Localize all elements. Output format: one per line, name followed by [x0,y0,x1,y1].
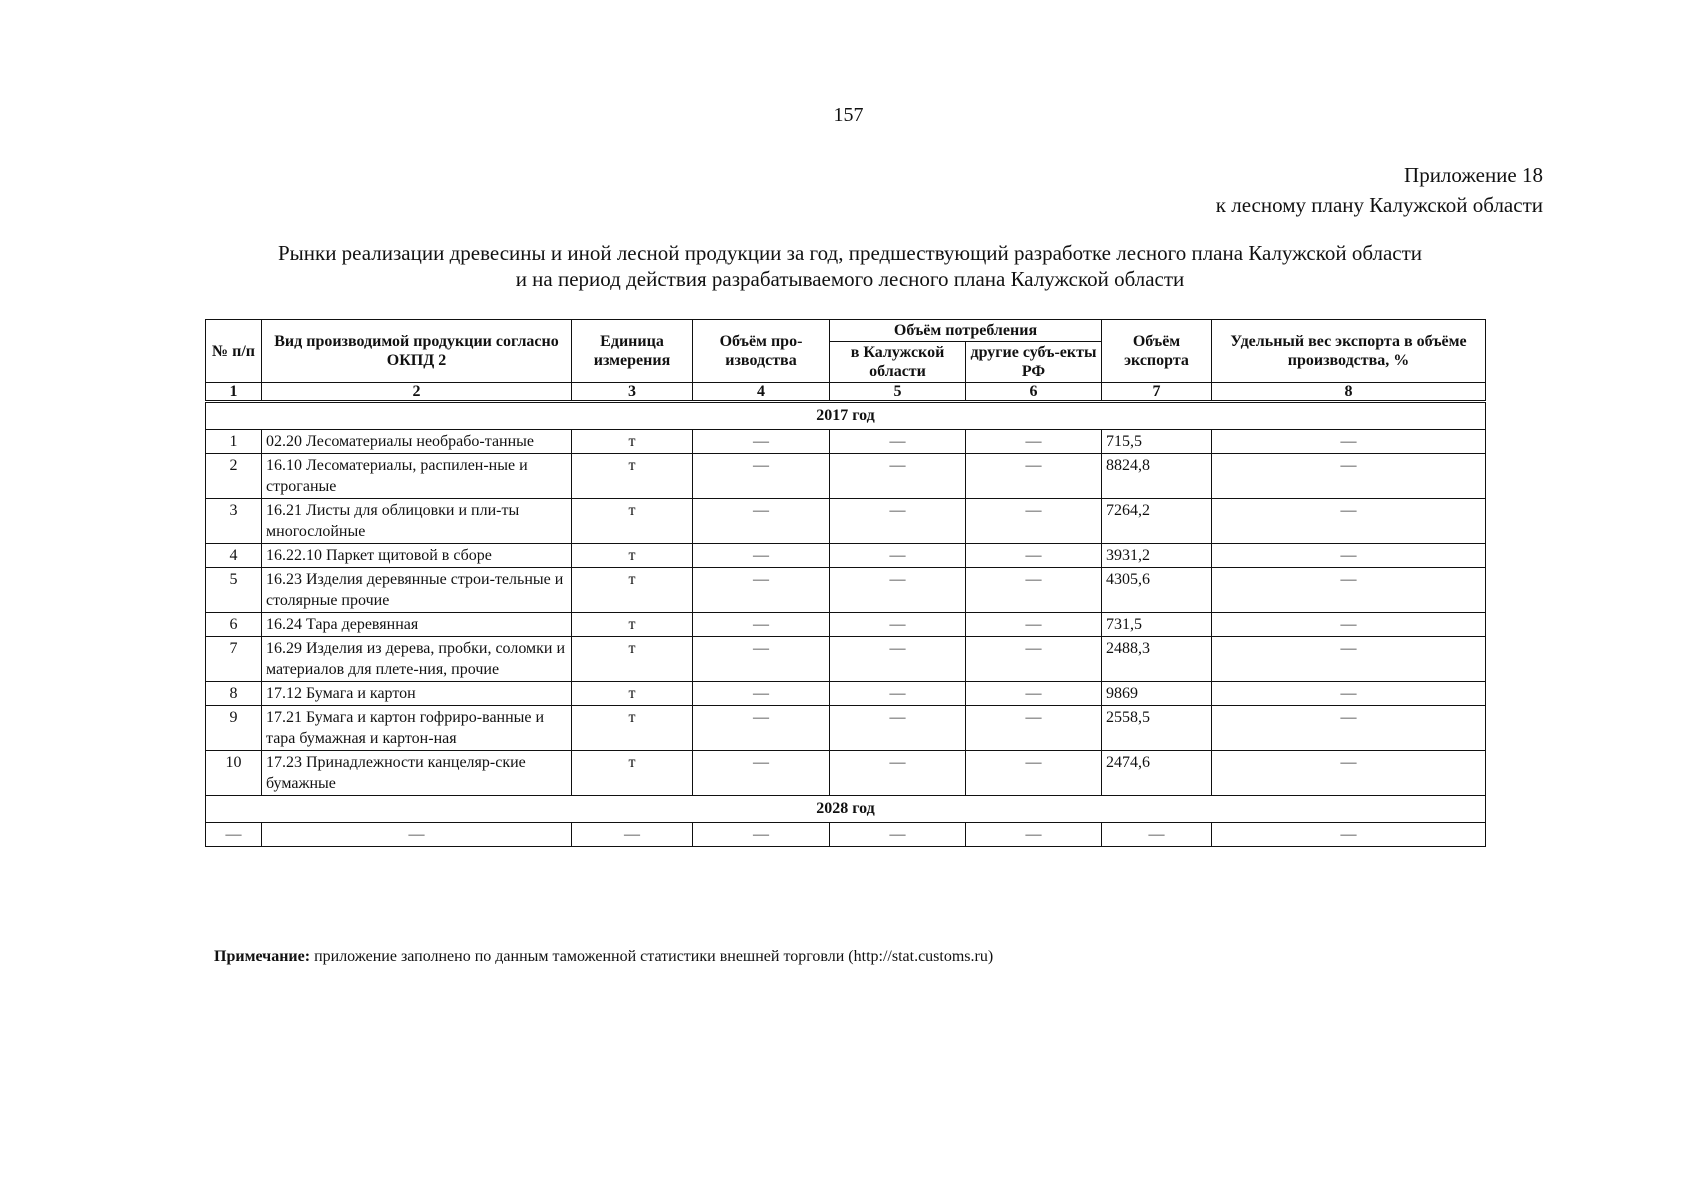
consumption-other-cell: — [966,568,1102,613]
header-consumption-region: в Калужской области [830,342,966,383]
forest-products-table [205,319,1486,847]
table-row [206,706,1486,751]
consumption-region-cell: — [830,499,966,544]
unit-cell: т [572,544,693,568]
row-number: 8 [206,682,262,706]
unit-cell: т [572,454,693,499]
table-row [206,544,1486,568]
export-cell: 715,5 [1102,430,1212,454]
export-cell: 2488,3 [1102,637,1212,682]
product-name: 17.12 Бумага и картон [262,682,572,706]
consumption-other-cell: — [966,706,1102,751]
export-share-cell: — [1212,544,1486,568]
production-cell: — [693,751,830,796]
table-body [206,383,1486,847]
production-cell: — [693,706,830,751]
appendix-line-2: к лесному плану Калужской области [1215,193,1543,217]
export-share-cell: — [1212,454,1486,499]
appendix-line-1: Приложение 18 [1404,163,1543,187]
export-share-cell: — [1212,637,1486,682]
production-cell: — [693,682,830,706]
column-number: 4 [693,383,830,402]
production-cell: — [693,637,830,682]
header-consumption-other: другие субъ-екты РФ [966,342,1102,383]
column-number: 8 [1212,383,1486,402]
header-export-share: Удельный вес экспорта в объёме производства, % [1212,320,1486,383]
year-label-2028: 2028 год [206,796,1486,823]
production-cell: — [693,544,830,568]
export-share-cell: — [1212,430,1486,454]
table-row [206,568,1486,613]
year-row-2028 [206,796,1486,823]
product-name: 02.20 Лесоматериалы необрабо-танные [262,430,572,454]
consumption-other-cell: — [966,637,1102,682]
unit-cell: т [572,430,693,454]
product-name: 16.21 Листы для облицовки и пли-ты многослойные [262,499,572,544]
export-share-cell: — [1212,568,1486,613]
production-cell: — [693,499,830,544]
row-number: 3 [206,499,262,544]
column-number: 7 [1102,383,1212,402]
export-share-cell: — [1212,613,1486,637]
export-cell: 731,5 [1102,613,1212,637]
empty-cell-2028: — [966,823,1102,847]
table-row [206,499,1486,544]
unit-cell: т [572,613,693,637]
column-number: 6 [966,383,1102,402]
row-number: 9 [206,706,262,751]
header-num: № п/п [206,320,262,383]
row-number: 1 [206,430,262,454]
document-title [150,240,1550,292]
row-number: 5 [206,568,262,613]
row-number: 10 [206,751,262,796]
year-label-2017: 2017 год [206,402,1486,430]
empty-cell-2028: — [1102,823,1212,847]
footnote-label: Примечание: [214,948,311,965]
unit-cell: т [572,568,693,613]
consumption-region-cell: — [830,568,966,613]
table-row [206,751,1486,796]
header-production: Объём про-изводства [693,320,830,383]
consumption-other-cell: — [966,682,1102,706]
consumption-region-cell: — [830,454,966,499]
header-row-1 [206,320,1486,342]
product-name: 17.23 Принадлежности канцеляр-ские бумажные [262,751,572,796]
appendix-heading [1216,160,1543,220]
export-share-cell: — [1212,499,1486,544]
row-number: 2 [206,454,262,499]
row-number: 7 [206,637,262,682]
row-number: 6 [206,613,262,637]
product-name: 16.10 Лесоматериалы, распилен-ные и строганые [262,454,572,499]
export-cell: 3931,2 [1102,544,1212,568]
empty-cell-2028: — [1212,823,1486,847]
header-unit: Единица измерения [572,320,693,383]
consumption-region-cell: — [830,682,966,706]
unit-cell: т [572,706,693,751]
product-name: 16.23 Изделия деревянные строи-тельные и столярные прочие [262,568,572,613]
export-share-cell: — [1212,751,1486,796]
consumption-region-cell: — [830,751,966,796]
product-name: 16.24 Тара деревянная [262,613,572,637]
export-cell: 4305,6 [1102,568,1212,613]
consumption-other-cell: — [966,751,1102,796]
header-consumption: Объём потребления [830,320,1102,342]
consumption-region-cell: — [830,430,966,454]
production-cell: — [693,430,830,454]
footnote-text: приложение заполнено по данным таможенной статистики внешней торговли (http://stat.customs.ru) [310,948,994,965]
export-cell: 2474,6 [1102,751,1212,796]
consumption-region-cell: — [830,637,966,682]
consumption-region-cell: — [830,706,966,751]
column-number: 1 [206,383,262,402]
unit-cell: т [572,499,693,544]
column-number: 3 [572,383,693,402]
consumption-region-cell: — [830,544,966,568]
page-number: 157 [833,104,864,126]
row-number: 4 [206,544,262,568]
unit-cell: т [572,682,693,706]
unit-cell: т [572,751,693,796]
footnote [214,948,993,966]
product-name: 16.22.10 Паркет щитовой в сборе [262,544,572,568]
column-numbers-row [206,383,1486,402]
production-cell: — [693,568,830,613]
table-row [206,430,1486,454]
export-share-cell: — [1212,682,1486,706]
table-row [206,454,1486,499]
consumption-other-cell: — [966,613,1102,637]
column-number: 2 [262,383,572,402]
export-cell: 7264,2 [1102,499,1212,544]
production-cell: — [693,613,830,637]
empty-cell-2028: — [572,823,693,847]
export-cell: 8824,8 [1102,454,1212,499]
export-cell: 9869 [1102,682,1212,706]
empty-cell-2028: — [262,823,572,847]
title-line-1: Рынки реализации древесины и иной лесной продукции за год, предшествующий разработке лесного плана Калужской области [277,241,1423,265]
production-cell: — [693,454,830,499]
table-row [206,637,1486,682]
table-row [206,613,1486,637]
unit-cell: т [572,637,693,682]
product-name: 17.21 Бумага и картон гофриро-ванные и тара бумажная и картон-ная [262,706,572,751]
consumption-other-cell: — [966,454,1102,499]
empty-cell-2028: — [693,823,830,847]
product-name: 16.29 Изделия из дерева, пробки, соломки и материалов для плете-ния, прочие [262,637,572,682]
header-export: Объём экспорта [1102,320,1212,383]
consumption-other-cell: — [966,544,1102,568]
table-row [206,682,1486,706]
consumption-region-cell: — [830,613,966,637]
table-row-2028 [206,823,1486,847]
title-line-2: и на период действия разрабатываемого лесного плана Калужской области [515,267,1185,291]
export-share-cell: — [1212,706,1486,751]
column-number: 5 [830,383,966,402]
consumption-other-cell: — [966,430,1102,454]
empty-cell-2028: — [830,823,966,847]
consumption-other-cell: — [966,499,1102,544]
empty-cell-2028: — [206,823,262,847]
year-row-2017 [206,402,1486,430]
export-cell: 2558,5 [1102,706,1212,751]
header-product: Вид производимой продукции согласно ОКПД 2 [262,320,572,383]
